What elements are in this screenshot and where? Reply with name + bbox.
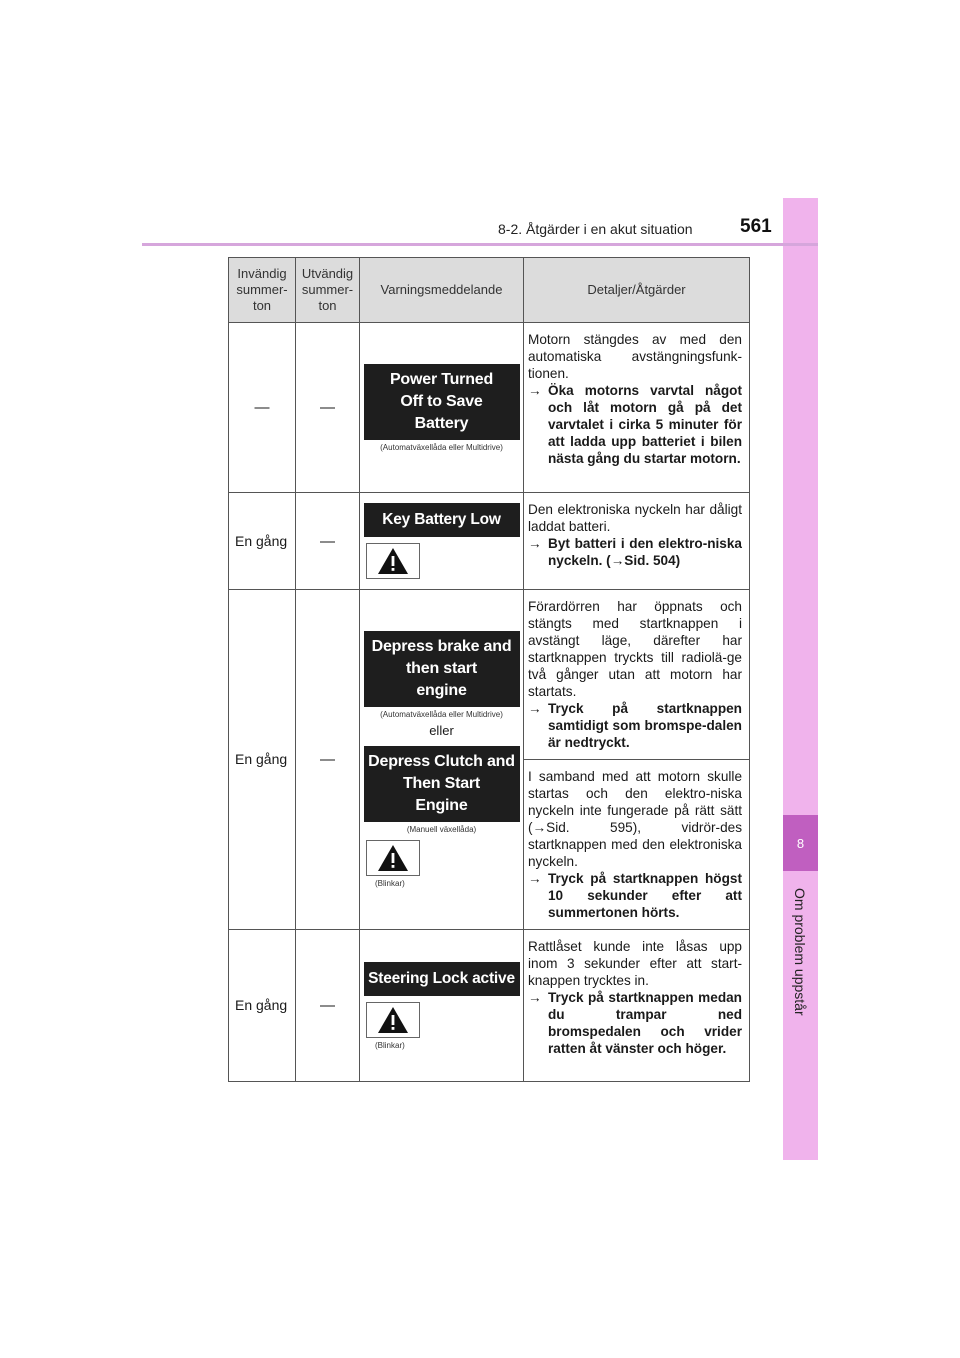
action-item xyxy=(528,535,742,569)
warning-display-cell xyxy=(360,930,524,1082)
internal-buzzer-cell: En gång xyxy=(229,930,296,1082)
arrow-icon: → xyxy=(528,536,542,551)
warning-triangle-icon xyxy=(366,543,420,579)
warning-display-automatic xyxy=(364,631,520,707)
table-row xyxy=(229,493,750,590)
action-text: Tryck på startknappen högst 10 sekunder efter att summertonen hörts. xyxy=(548,871,742,920)
detail-text: Förardörren har öppnats och stängts med startknappen i avstängt läge, därefter har startknappen tryckts till radiolä-ge två gånger utan att motorn har startats. xyxy=(528,599,742,699)
display-line: Depress brake and xyxy=(371,638,512,655)
display-line: Off to Save xyxy=(400,392,483,410)
detail-text: Den elektroniska nyckeln har dåligt laddat batteri. xyxy=(528,502,742,534)
chapter-number: 8 xyxy=(783,815,818,871)
display-line: Battery xyxy=(414,414,469,432)
section-header: 8-2. Åtgärder i en akut situation xyxy=(498,221,693,237)
warning-display-cell xyxy=(360,590,524,930)
warning-triangle-icon xyxy=(366,840,420,876)
external-buzzer-cell: — xyxy=(296,590,360,930)
warning-display: Key Battery Low xyxy=(364,503,520,537)
display-line: then start xyxy=(406,660,477,677)
display-line: Then Start xyxy=(402,775,481,792)
display-line: engine xyxy=(416,682,467,699)
warning-display: Steering Lock active xyxy=(364,962,520,996)
page-number: 561 xyxy=(740,216,772,237)
display-line: Depress Clutch and xyxy=(368,753,515,770)
arrow-icon: → xyxy=(528,383,542,398)
external-buzzer-cell: — xyxy=(296,323,360,493)
display-caption: (Manuell växellåda) xyxy=(406,825,477,834)
header-line: ton xyxy=(318,298,337,313)
warning-triangle-icon xyxy=(366,1002,420,1038)
header-divider xyxy=(142,243,818,246)
blink-caption: (Blinkar) xyxy=(375,1040,405,1050)
external-buzzer-cell: — xyxy=(296,930,360,1082)
action-item xyxy=(528,382,742,467)
table-header-row xyxy=(229,258,750,323)
header-line: ton xyxy=(252,298,272,313)
col-header-warning-message: Varningsmeddelande xyxy=(360,258,524,323)
or-label: eller xyxy=(429,723,454,738)
header-line: Invändig xyxy=(237,266,287,281)
details-cell xyxy=(524,493,750,590)
display-line: Power Turned xyxy=(389,370,494,388)
table-row xyxy=(229,930,750,1082)
action-text: Byt batteri i den elektro-niska nyckeln. (→Sid. 504) xyxy=(548,536,742,568)
header-line: summer- xyxy=(236,282,288,297)
internal-buzzer-cell: En gång xyxy=(229,590,296,930)
chapter-title: Om problem uppstår xyxy=(792,888,808,1016)
detail-text: Motorn stängdes av med den automatiska avstängningsfunk-tionen. xyxy=(528,332,742,381)
display-caption: (Automatväxellåda eller Multidrive) xyxy=(380,710,503,719)
internal-buzzer-cell: En gång xyxy=(229,493,296,590)
action-text: Öka motorns varvtal något och låt motorn gå på det varvtalet i cirka 5 minuter för att ladda upp batteriet i bilen nästa gång du startar motorn. xyxy=(548,383,742,466)
warning-display-cell xyxy=(360,323,524,493)
action-item xyxy=(528,700,742,751)
external-buzzer-cell: — xyxy=(296,493,360,590)
action-text: Tryck på startknappen medan du trampar ned bromspedalen och vrider ratten åt vänster och höger. xyxy=(548,990,742,1056)
chapter-side-tab xyxy=(783,198,818,1160)
details-cell xyxy=(524,930,750,1082)
warning-table xyxy=(228,257,750,1082)
display-caption: (Automatväxellåda eller Multidrive) xyxy=(380,442,503,452)
col-header-internal-buzzer xyxy=(229,258,296,323)
arrow-icon: → xyxy=(528,701,542,716)
header-line: Utvändig xyxy=(301,266,354,281)
arrow-icon: → xyxy=(528,990,542,1005)
table-row xyxy=(229,590,750,760)
display-line: Engine xyxy=(415,797,468,814)
internal-buzzer-cell: — xyxy=(229,323,296,493)
col-header-external-buzzer xyxy=(296,258,360,323)
warning-display-cell xyxy=(360,493,524,590)
arrow-icon: → xyxy=(528,871,542,886)
header-line: summer- xyxy=(301,282,354,297)
col-header-details: Detaljer/Åtgärder xyxy=(524,258,750,323)
details-cell xyxy=(524,760,750,930)
blink-caption: (Blinkar) xyxy=(375,879,405,888)
action-item xyxy=(528,989,742,1057)
action-item xyxy=(528,870,742,921)
details-cell xyxy=(524,323,750,493)
detail-text: I samband med att motorn skulle startas och den elektro-niska nyckeln inte fungerade på rätt sätt (→Sid. 595), vidrör-des startknappen med den elektroniska nyckeln. xyxy=(528,769,742,869)
detail-text: Rattlåset kunde inte låsas upp inom 3 sekunder efter att start-knappen trycktes in. xyxy=(528,939,742,988)
action-text: Tryck på startknappen samtidigt som bromspe-dalen är nedtryckt. xyxy=(548,701,742,750)
table-row xyxy=(229,323,750,493)
warning-display xyxy=(364,364,520,440)
warning-display-manual xyxy=(364,746,520,822)
details-cell xyxy=(524,590,750,760)
